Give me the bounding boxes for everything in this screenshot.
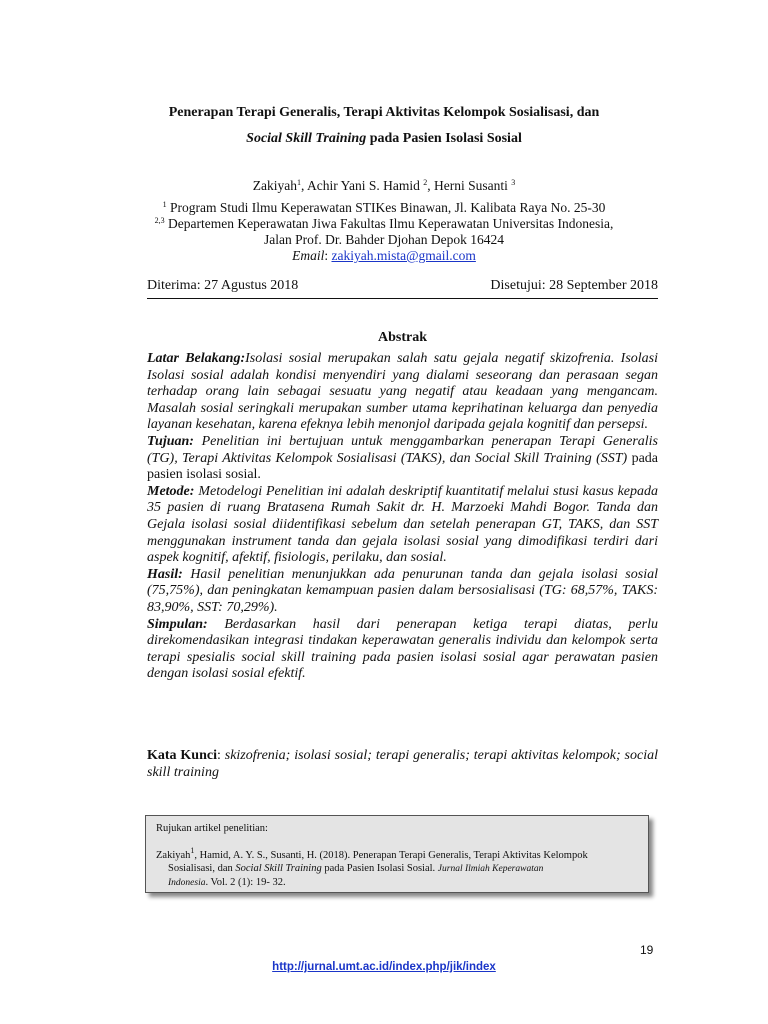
paper-title-line2 bbox=[110, 131, 658, 147]
result-text: Hasil penelitian menunjukkan ada penurunan tanda dan gejala isolasi sosial (75,75%), dan peningkatan kemampuan pasien dalam bersosialisasi (TG: 68,57%, TAKS: 83,90%, SST: 70,29%). bbox=[147, 566, 658, 615]
abstract-aim bbox=[147, 434, 658, 484]
email-link[interactable]: zakiyah.mista@gmail.com bbox=[331, 248, 476, 263]
author-3: , Herni Susanti bbox=[427, 178, 512, 193]
email-line bbox=[130, 248, 638, 264]
affiliation-1 bbox=[130, 200, 638, 216]
keywords-label: Kata Kunci bbox=[147, 748, 217, 763]
author-3-sup: 3 bbox=[511, 178, 516, 187]
abstract-heading: Abstrak bbox=[377, 330, 427, 345]
method-text: Metodelogi Penelitian ini adalah deskriptif kuantitatif melalui stusi kasus kepada 35 pasien di ruang Bratasena Rumah Sakit dr. H. Marzoeki Mahdi Bogor. Tanda dan Gejala isolasi sosial diidentifikasi sebelum dan setelah penerapan GT, TAKS, dan SST menggunakan instrument tanda dan gejala isolasi sosial yang dimodifikasi terdiri dari aspek kognitif, afektif, fisiologis, perilaku, dan sosial. bbox=[147, 483, 658, 566]
aim-label: Tujuan: bbox=[147, 433, 194, 449]
author-list bbox=[110, 178, 658, 194]
citation-rest: , Hamid, A. Y. S., Susanti, H. (2018). Penerapan Terapi Generalis, Terapi Aktivitas Kelompok bbox=[194, 850, 588, 861]
affiliation-2-text: Departemen Keperawatan Jiwa Fakultas Ilmu Keperawatan Universitas Indonesia, bbox=[164, 216, 614, 231]
background-text: Isolasi sosial merupakan salah satu gejala negatif skizofrenia. Isolasi Isolasi sosial adalah kondisi menyendiri yang dialami seseorang dan perasaan segan terhadap orang lain sebagai sesuatu yang negatif atau keadaan yang mengancam. Masalah sosial seringkali merupakan sumber utama keprihatinan keluarga dan penyedia layanan kesehatan, karena efeknya lebih menonjol daripada gejala kognitif dan persepsi. bbox=[147, 351, 659, 433]
affiliation-1-text: Program Studi Ilmu Keperawatan STIKes Binawan, Jl. Kalibata Raya No. 25-30 bbox=[166, 200, 606, 215]
conclusion-label: Simpulan: bbox=[147, 616, 208, 632]
page-number: 19 bbox=[640, 943, 654, 957]
author-2-sup: 2 bbox=[423, 178, 428, 187]
received-date: Diterima: 27 Agustus 2018 bbox=[147, 278, 299, 293]
author-2: , Achir Yani S. Hamid bbox=[300, 178, 424, 193]
citation-box bbox=[145, 815, 649, 893]
title-italic-part: Social Skill Training bbox=[246, 131, 367, 146]
keywords bbox=[147, 747, 658, 781]
citation-line3 bbox=[156, 876, 648, 890]
citation-line1 bbox=[156, 846, 648, 862]
result-label: Hasil: bbox=[147, 566, 183, 582]
citation-author-sup: 1 bbox=[190, 846, 195, 855]
aim-text: Penelitian ini bertujuan untuk menggambarkan penerapan Terapi Generalis (TG), Terapi Aktivitas Kelompok Sosialisasi (TAKS), dan Social Skill Training (SST) bbox=[147, 433, 658, 466]
approved-date: Disetujui: 28 September 2018 bbox=[490, 278, 658, 293]
abstract-result bbox=[147, 567, 658, 617]
citation-reference bbox=[156, 846, 648, 890]
author-1-sup: 1 bbox=[296, 178, 301, 187]
citation-volume: . Vol. 2 (1): 19- 32. bbox=[205, 877, 286, 888]
abstract-body bbox=[147, 351, 658, 683]
keywords-sep: : bbox=[216, 748, 225, 763]
abstract-background bbox=[147, 351, 658, 434]
abstract-method bbox=[147, 484, 658, 567]
citation-part3: Sosialisasi, dan bbox=[168, 863, 236, 874]
citation-journal2: Indonesia bbox=[168, 878, 206, 888]
dates-row bbox=[147, 278, 658, 294]
affiliation-1-sup: 1 bbox=[162, 200, 167, 209]
citation-italic: Social Skill Training bbox=[235, 863, 322, 874]
method-label: Metode: bbox=[147, 483, 195, 499]
abstract-conclusion bbox=[147, 617, 658, 683]
email-label: Email bbox=[292, 248, 325, 263]
affiliation-2-sup: 2,3 bbox=[154, 216, 165, 225]
conclusion-text: Berdasarkan hasil dari penerapan ketiga terapi diatas, perlu direkomendasikan integrasi tindakan keperawatan generalis individu dan kelompok serta terapi spesialis social skill training pada pasien isolasi sosial agar perawatan pasien dengan isolasi sosial efektif. bbox=[147, 616, 658, 682]
citation-part4: pada Pasien Isolasi Sosial. bbox=[321, 863, 438, 874]
author-1: Zakiyah bbox=[252, 178, 297, 193]
citation-heading: Rujukan artikel penelitian: bbox=[156, 823, 268, 834]
paper-title-line1: Penerapan Terapi Generalis, Terapi Aktivitas Kelompok Sosialisasi, dan bbox=[168, 105, 600, 120]
footer-url-link[interactable]: http://jurnal.umt.ac.id/index.php/jik/index bbox=[272, 961, 496, 973]
affiliation-2 bbox=[130, 216, 638, 232]
email-sep: : bbox=[324, 248, 332, 263]
citation-author: Zakiyah bbox=[156, 850, 191, 861]
aim-tail: pada pasien isolasi sosial. bbox=[147, 450, 658, 483]
keywords-value: skizofrenia; isolasi sosial; terapi generalis; terapi aktivitas kelompok; social skill training bbox=[147, 748, 658, 780]
affiliation-2-line2: Jalan Prof. Dr. Bahder Djohan Depok 16424 bbox=[264, 232, 504, 247]
title-rest: pada Pasien Isolasi Sosial bbox=[366, 131, 522, 146]
background-label: Latar Belakang: bbox=[147, 351, 246, 366]
citation-journal: Jurnal Ilmiah Keperawatan bbox=[437, 864, 544, 874]
divider bbox=[147, 298, 658, 299]
citation-line2 bbox=[156, 862, 648, 876]
